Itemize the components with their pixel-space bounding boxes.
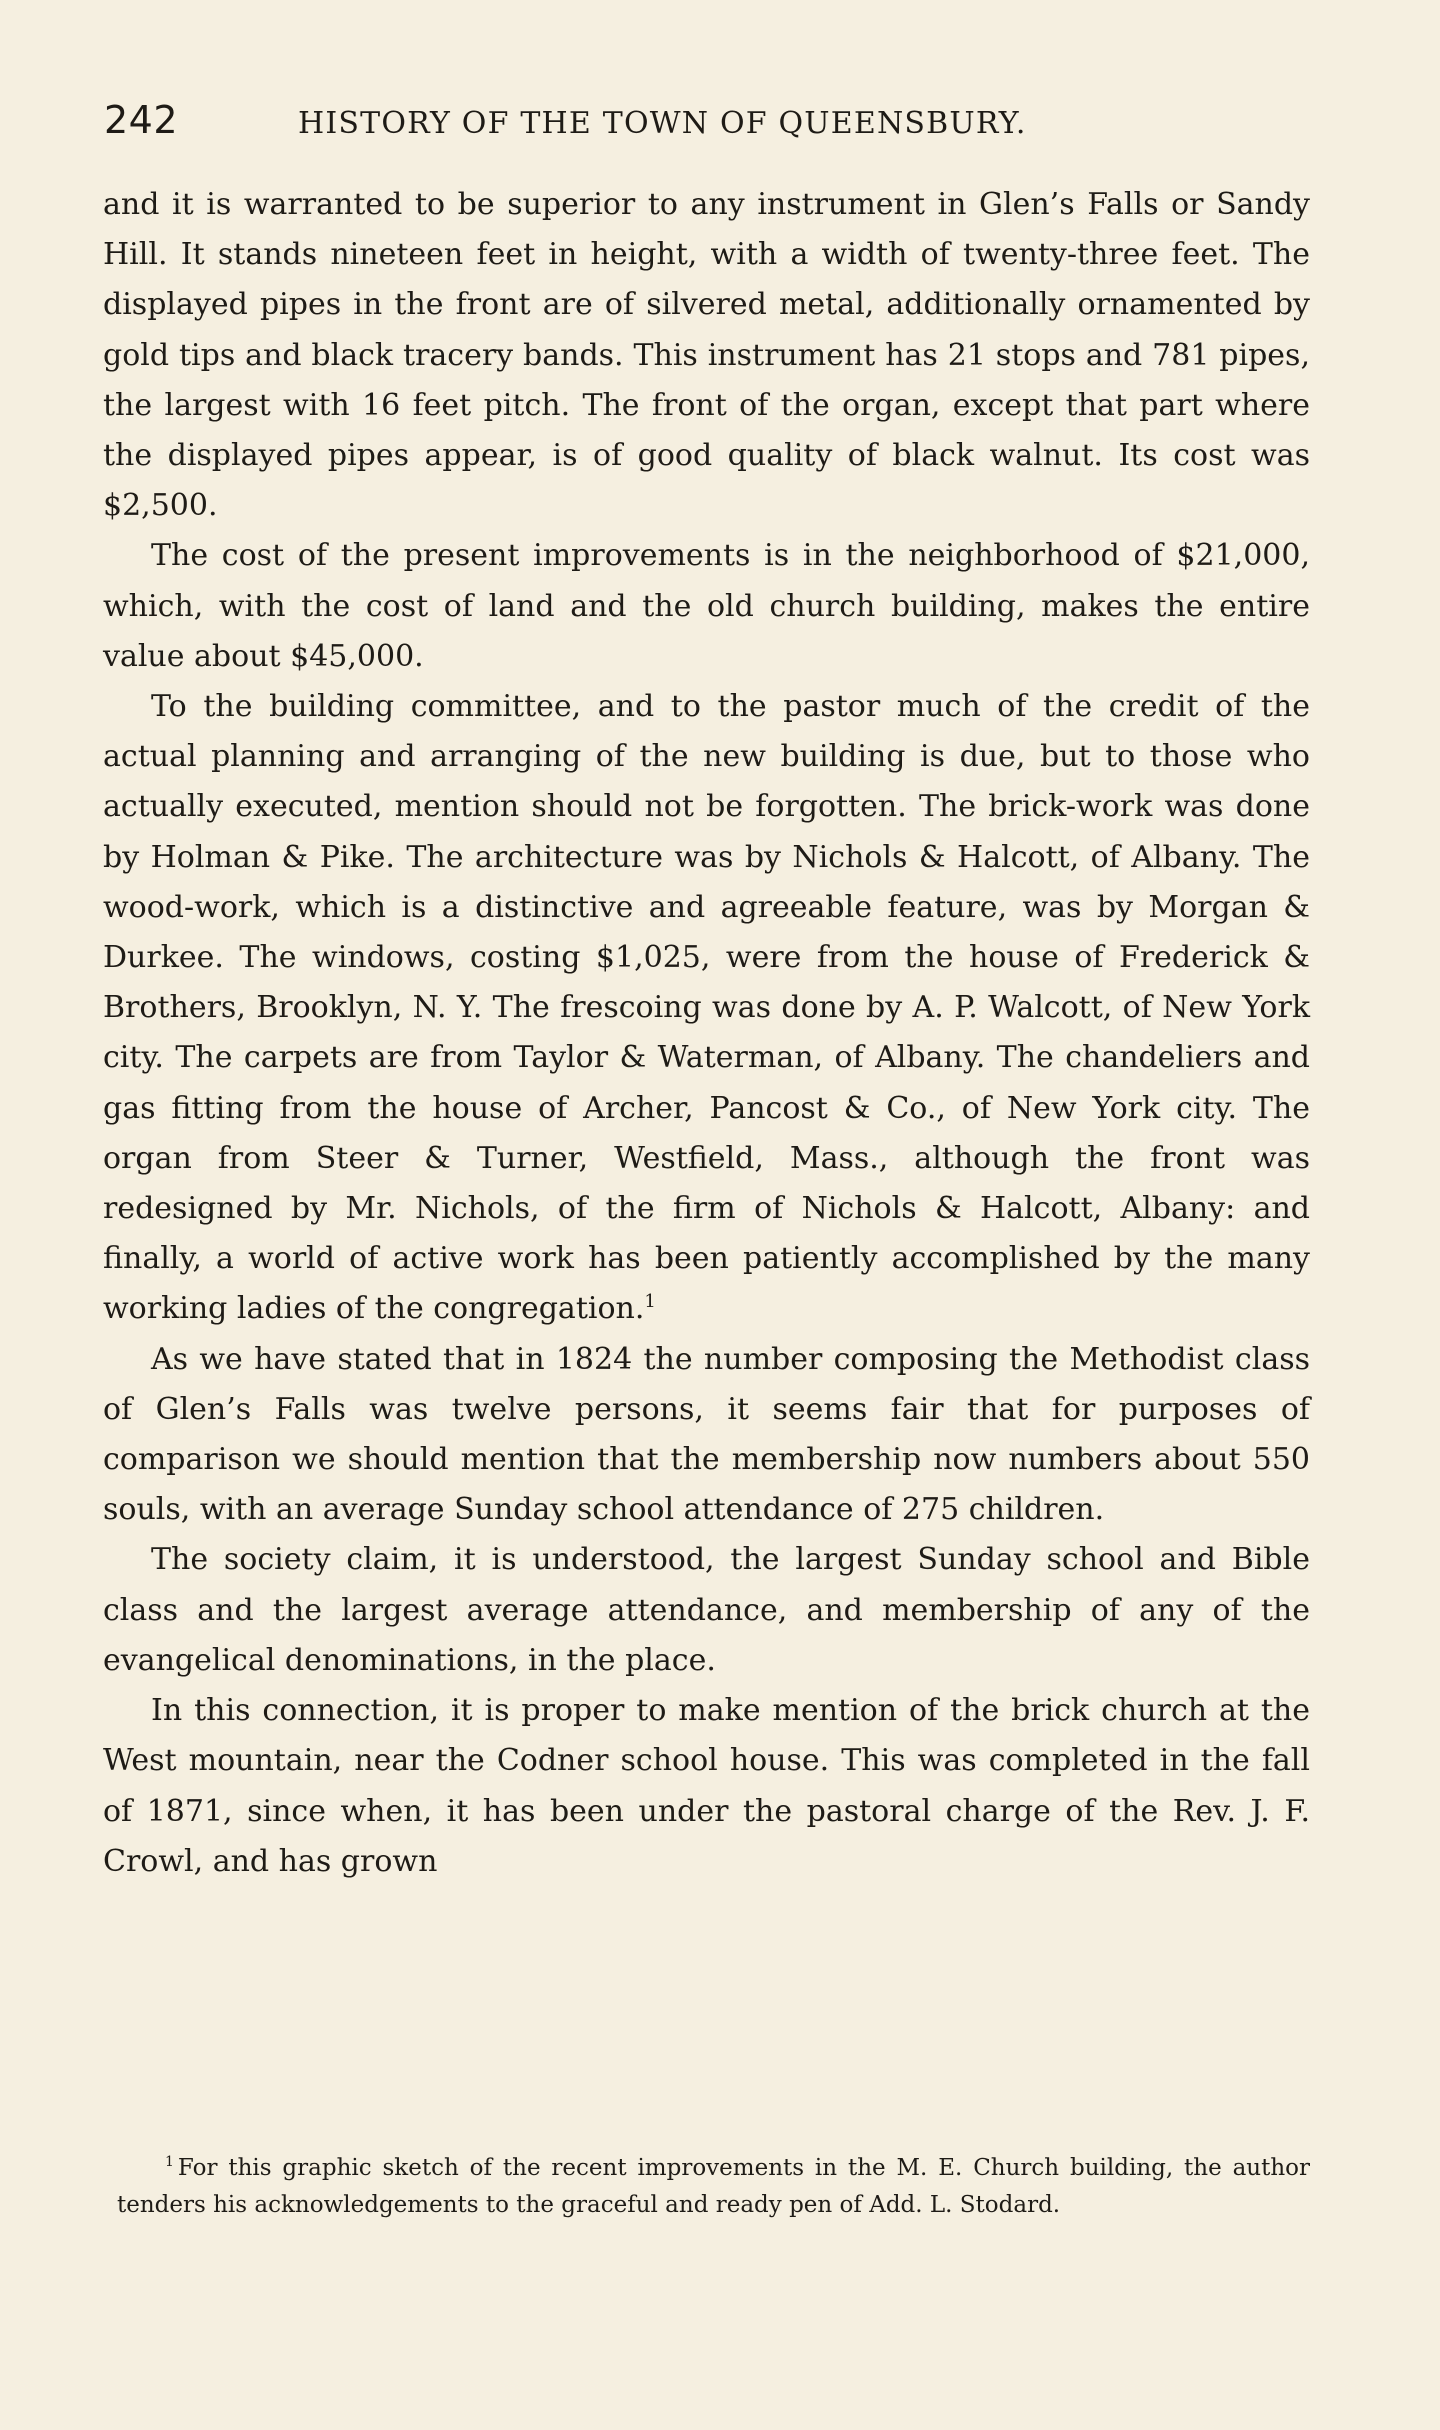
footnote-text: For this graphic sketch of the recent improvements in the M. E. Church building, the author tenders his acknowledgements to the graceful and ready pen of Add. L. Stodard.	[117, 2155, 1310, 2218]
paragraph	[103, 531, 1310, 682]
paragraph-text: To the building committee, and to the pastor much of the credit of the actual planning and arranging of the new building is due, but to those who actually executed, mention should not be forgotten. The brick-work was done by Holman & Pike. The architecture was by Nichols & Halcott, of Albany. The wood-work, which is a distinctive and agreeable feature, was by Morgan & Durkee. The windows, costing $1,025, were from the house of Frederick & Brothers, Brooklyn, N. Y. The frescoing was done by A. P. Walcott, of New York city. The carpets are from Taylor & Waterman, of Albany. The chandeliers and gas fitting from the house of Archer, Pancost & Co., of New York city. The organ from Steer & Turner, Westfield, Mass., although the front was redesigned by Mr. Nichols, of the firm of Nichols & Halcott, Albany: and finally, a world of active work has been patiently accomplished by the many working ladies of the congregation.	[103, 689, 1310, 1327]
paragraph-text: and it is warranted to be superior to any instrument in Glen’s Falls or Sandy Hill. It stands nineteen feet in height, with a width of twenty-three feet. The displayed pipes in the front are of silvered metal, additionally ornamented by gold tips and black tracery bands. This instrument has 21 stops and 781 pipes, the largest with 16 feet pitch. The front of the organ, except that part where the displayed pipes appear, is of good quality of black walnut. Its cost was $2,500.	[103, 187, 1310, 524]
footnote-reference: 1	[644, 1291, 656, 1313]
paragraph	[103, 682, 1310, 1335]
paragraph-text: The cost of the present improvements is in the neighborhood of $21,000, which, with the cost of land and the old church building, makes the entire value about $45,000.	[103, 538, 1310, 674]
paragraph	[103, 1535, 1310, 1686]
paragraph-text: The society claim, it is understood, the largest Sunday school and Bible class and the largest average attendance, and membership of any of the evangelical denominations, in the place.	[103, 1542, 1310, 1678]
main-text	[103, 180, 1310, 1887]
paragraph	[103, 1686, 1310, 1887]
page-header	[104, 98, 1319, 150]
paragraph-text: In this connection, it is proper to make mention of the brick church at the West mountain, near the Codner school house. This was completed in the fall of 1871, since when, it has been under the pastoral charge of the Rev. J. F. Crowl, and has grown	[103, 1693, 1310, 1879]
footnote-marker: 1	[165, 2154, 174, 2171]
running-title: HISTORY OF THE TOWN OF QUEENSBURY.	[298, 106, 1027, 141]
footnote	[117, 2150, 1310, 2224]
paragraph-text: As we have stated that in 1824 the number composing the Methodist class of Glen’s Falls was twelve persons, it seems fair that for purposes of comparison we should mention that the membership now numbers about 550 souls, with an average Sunday school attendance of 275 children.	[103, 1341, 1310, 1528]
paragraph	[103, 1335, 1310, 1536]
paragraph	[103, 180, 1310, 531]
page-number: 242	[104, 98, 179, 142]
